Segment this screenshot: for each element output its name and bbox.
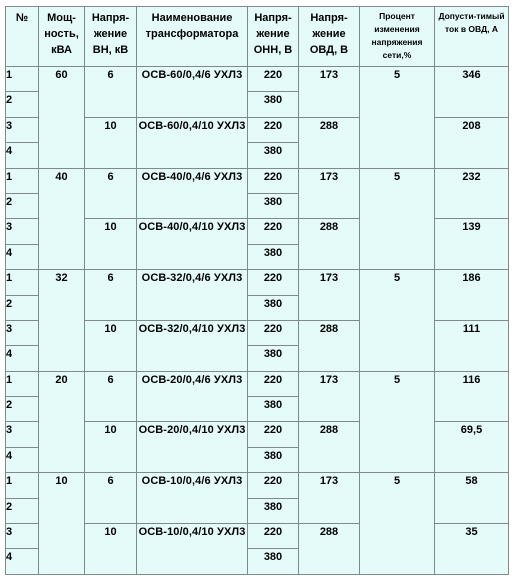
power-cell: 60	[39, 67, 85, 169]
row-number-cell: 1	[6, 270, 39, 295]
transformer-name-cell: ОСВ-10/0,4/10 УХЛ3	[137, 524, 248, 575]
voltage-hv-cell: 6	[85, 67, 137, 118]
voltage-secondary-cell: 173	[299, 473, 360, 524]
voltage-change-percent-cell: 5	[360, 371, 435, 473]
allowed-current-cell: 232	[435, 168, 509, 219]
row-number-cell: 2	[6, 295, 39, 320]
row-number-cell: 4	[6, 143, 39, 168]
table-row	[6, 371, 509, 396]
voltage-hv-cell: 10	[85, 320, 137, 371]
voltage-hv-cell: 10	[85, 219, 137, 270]
table-row	[6, 168, 509, 193]
header-power: Мощ-ность, кВА	[39, 7, 85, 67]
header-voltage-change-percent: Процент изменения напряжения сети,%	[360, 7, 435, 67]
row-number-cell: 1	[6, 371, 39, 396]
row-number-cell: 3	[6, 422, 39, 447]
transformer-name-cell: ОСВ-60/0,4/6 УХЛ3	[137, 67, 248, 118]
row-number-cell: 4	[6, 244, 39, 269]
voltage-lv-cell: 380	[248, 397, 299, 422]
allowed-current-cell: 346	[435, 67, 509, 118]
allowed-current-cell: 58	[435, 473, 509, 524]
voltage-change-percent-cell: 5	[360, 473, 435, 575]
row-number-cell: 2	[6, 92, 39, 117]
row-number-cell: 4	[6, 346, 39, 371]
allowed-current-cell: 186	[435, 270, 509, 321]
voltage-lv-cell: 220	[248, 67, 299, 92]
voltage-lv-cell: 380	[248, 143, 299, 168]
voltage-hv-cell: 6	[85, 473, 137, 524]
row-number-cell: 3	[6, 524, 39, 549]
voltage-hv-cell: 6	[85, 270, 137, 321]
voltage-lv-cell: 220	[248, 320, 299, 345]
voltage-secondary-cell: 173	[299, 371, 360, 422]
voltage-lv-cell: 380	[248, 447, 299, 472]
voltage-secondary-cell: 288	[299, 524, 360, 575]
transformer-spec-table	[5, 6, 509, 575]
row-number-cell: 3	[6, 219, 39, 244]
table-row	[6, 270, 509, 295]
row-number-cell: 1	[6, 473, 39, 498]
voltage-secondary-cell: 173	[299, 67, 360, 118]
voltage-secondary-cell: 288	[299, 219, 360, 270]
transformer-name-cell: ОСВ-20/0,4/10 УХЛ3	[137, 422, 248, 473]
transformer-name-cell: ОСВ-40/0,4/6 УХЛ3	[137, 168, 248, 219]
voltage-lv-cell: 380	[248, 346, 299, 371]
voltage-change-percent-cell: 5	[360, 168, 435, 270]
voltage-lv-cell: 380	[248, 244, 299, 269]
transformer-name-cell: ОСВ-10/0,4/6 УХЛ3	[137, 473, 248, 524]
voltage-hv-cell: 6	[85, 168, 137, 219]
transformer-name-cell: ОСВ-32/0,4/6 УХЛ3	[137, 270, 248, 321]
transformer-name-cell: ОСВ-40/0,4/10 УХЛ3	[137, 219, 248, 270]
row-number-cell: 1	[6, 168, 39, 193]
voltage-secondary-cell: 288	[299, 320, 360, 371]
voltage-lv-cell: 220	[248, 473, 299, 498]
allowed-current-cell: 69,5	[435, 422, 509, 473]
header-transformer-name: Наименование трансформатора	[137, 7, 248, 67]
table-body	[6, 67, 509, 575]
allowed-current-cell: 35	[435, 524, 509, 575]
row-number-cell: 4	[6, 447, 39, 472]
voltage-lv-cell: 220	[248, 422, 299, 447]
voltage-secondary-cell: 173	[299, 270, 360, 321]
voltage-lv-cell: 380	[248, 92, 299, 117]
power-cell: 20	[39, 371, 85, 473]
voltage-lv-cell: 220	[248, 524, 299, 549]
voltage-hv-cell: 6	[85, 371, 137, 422]
voltage-hv-cell: 10	[85, 422, 137, 473]
row-number-cell: 3	[6, 117, 39, 142]
header-num: №	[6, 7, 39, 67]
row-number-cell: 2	[6, 397, 39, 422]
header-allowed-current: Допусти-тимый ток в ОВД, А	[435, 7, 509, 67]
transformer-name-cell: ОСВ-60/0,4/10 УХЛ3	[137, 117, 248, 168]
allowed-current-cell: 139	[435, 219, 509, 270]
row-number-cell: 1	[6, 67, 39, 92]
header-voltage-lv: Напря-жение ОНН, В	[248, 7, 299, 67]
voltage-lv-cell: 380	[248, 498, 299, 523]
voltage-lv-cell: 380	[248, 193, 299, 218]
transformer-name-cell: ОСВ-20/0,4/6 УХЛ3	[137, 371, 248, 422]
voltage-secondary-cell: 288	[299, 117, 360, 168]
voltage-lv-cell: 220	[248, 371, 299, 396]
voltage-lv-cell: 220	[248, 117, 299, 142]
voltage-secondary-cell: 288	[299, 422, 360, 473]
table-row	[6, 473, 509, 498]
allowed-current-cell: 208	[435, 117, 509, 168]
voltage-lv-cell: 220	[248, 168, 299, 193]
power-cell: 10	[39, 473, 85, 575]
row-number-cell: 4	[6, 549, 39, 574]
header-voltage-secondary: Напря-жение ОВД, В	[299, 7, 360, 67]
power-cell: 32	[39, 270, 85, 372]
voltage-lv-cell: 220	[248, 270, 299, 295]
row-number-cell: 2	[6, 498, 39, 523]
voltage-change-percent-cell: 5	[360, 270, 435, 372]
header-voltage-hv: Напря-жение ВН, кВ	[85, 7, 137, 67]
voltage-change-percent-cell: 5	[360, 67, 435, 169]
allowed-current-cell: 116	[435, 371, 509, 422]
voltage-lv-cell: 380	[248, 295, 299, 320]
table-row	[6, 67, 509, 92]
row-number-cell: 3	[6, 320, 39, 345]
transformer-name-cell: ОСВ-32/0,4/10 УХЛ3	[137, 320, 248, 371]
header-row	[6, 7, 509, 67]
voltage-secondary-cell: 173	[299, 168, 360, 219]
row-number-cell: 2	[6, 193, 39, 218]
voltage-hv-cell: 10	[85, 524, 137, 575]
voltage-hv-cell: 10	[85, 117, 137, 168]
voltage-lv-cell: 220	[248, 219, 299, 244]
allowed-current-cell: 111	[435, 320, 509, 371]
voltage-lv-cell: 380	[248, 549, 299, 574]
power-cell: 40	[39, 168, 85, 270]
